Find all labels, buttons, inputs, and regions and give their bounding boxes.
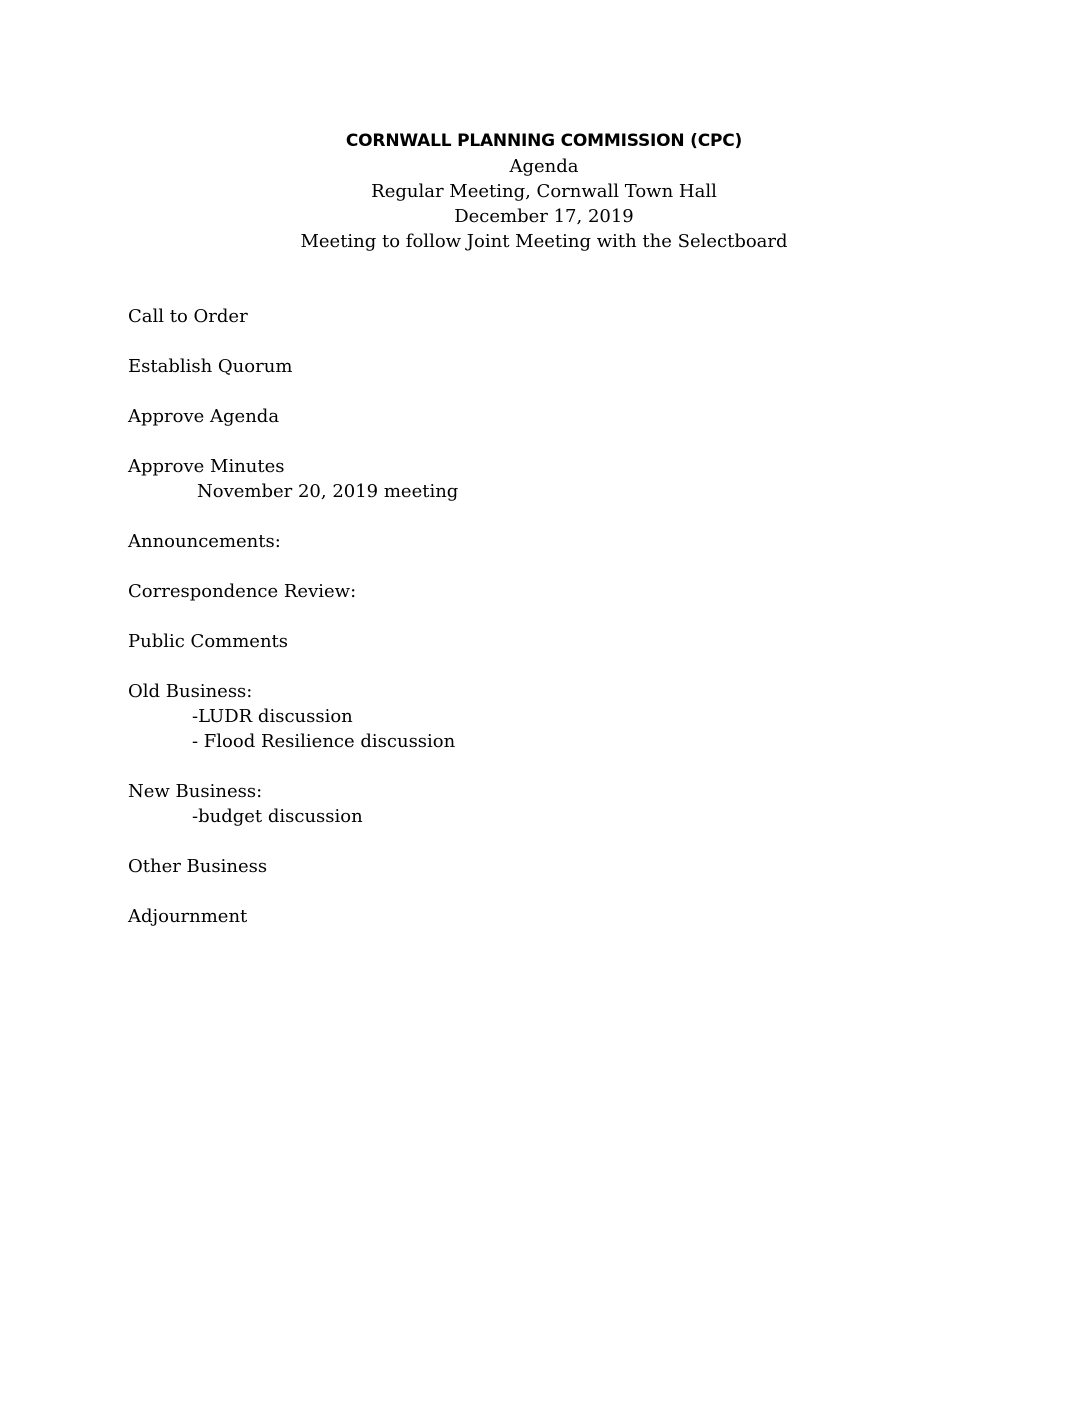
- agenda-item-correspondence-review: [128, 579, 928, 604]
- agenda-item-title: Adjournment: [128, 906, 248, 927]
- agenda-item-public-comments: [128, 629, 928, 654]
- document-title: CORNWALL PLANNING COMMISSION (CPC): [345, 131, 743, 151]
- agenda-subitem: November 20, 2019 meeting: [197, 481, 459, 502]
- meeting-location: Regular Meeting, Cornwall Town Hall: [371, 181, 717, 202]
- agenda-item-title: Call to Order: [128, 306, 248, 327]
- agenda-item-new-business: [128, 779, 928, 829]
- agenda-item-title: Announcements:: [128, 531, 281, 552]
- agenda-list: [128, 304, 928, 954]
- agenda-item-title: Old Business:: [128, 681, 253, 702]
- agenda-item-approve-minutes: [128, 454, 928, 504]
- agenda-item-other-business: [128, 854, 928, 879]
- meeting-date: December 17, 2019: [454, 206, 634, 227]
- agenda-item-approve-agenda: [128, 404, 928, 429]
- agenda-subitem: -LUDR discussion: [192, 706, 353, 727]
- agenda-item-call-to-order: [128, 304, 928, 329]
- agenda-item-title: Correspondence Review:: [128, 581, 357, 602]
- agenda-subitem: -budget discussion: [192, 806, 363, 827]
- agenda-item-title: Other Business: [128, 856, 268, 877]
- document-subtitle: Agenda: [509, 156, 579, 177]
- agenda-item-title: New Business:: [128, 781, 263, 802]
- agenda-item-announcements: [128, 529, 928, 554]
- document-header: [0, 129, 1088, 254]
- agenda-item-old-business: [128, 679, 928, 754]
- agenda-item-title: Establish Quorum: [128, 356, 293, 377]
- agenda-item-establish-quorum: [128, 354, 928, 379]
- agenda-subitem: - Flood Resilience discussion: [192, 731, 456, 752]
- agenda-item-title: Approve Minutes: [128, 456, 285, 477]
- agenda-item-title: Approve Agenda: [128, 406, 280, 427]
- agenda-item-adjournment: [128, 904, 928, 929]
- meeting-note: Meeting to follow Joint Meeting with the Selectboard: [300, 231, 788, 252]
- agenda-item-title: Public Comments: [128, 631, 289, 652]
